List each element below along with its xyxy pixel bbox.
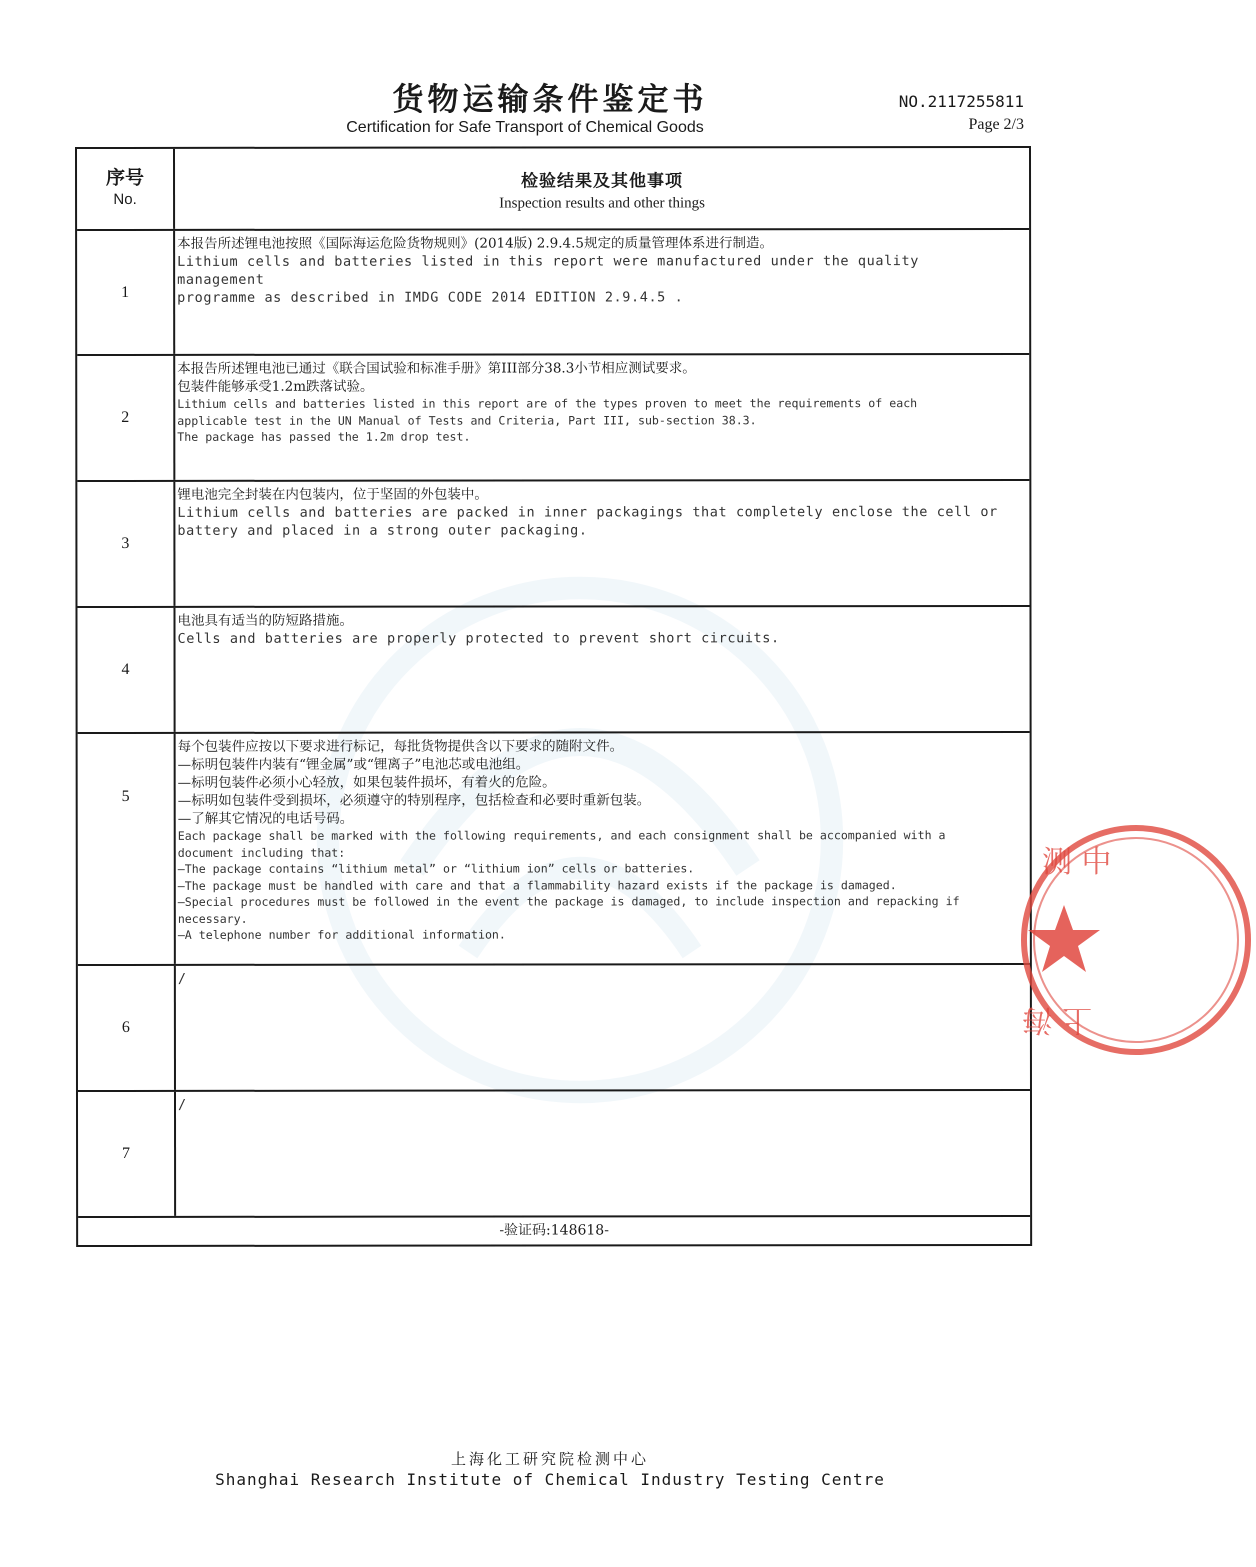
row-number: 4 (77, 608, 175, 732)
institute-name-zh: 上海化工研究院检测中心 (450, 1450, 649, 1468)
page-title-zh: 货物运输条件鉴定书 (392, 82, 708, 118)
row-number: 3 (77, 482, 175, 606)
table-row (78, 965, 1030, 1092)
column-header-content-zh: 检验结果及其他事项 (521, 171, 684, 192)
row-text-en: / (177, 970, 187, 987)
column-header-no (77, 149, 175, 229)
table-header-row (77, 148, 1029, 231)
table-row (77, 607, 1029, 734)
column-header-content-en: Inspection results and other things (499, 195, 705, 212)
row-text-en: —The package contains “lithium metal” or “lithium ion” cells or batteries. (177, 861, 695, 876)
page-number: Page 2/3 (968, 116, 1024, 133)
table-row (77, 355, 1029, 482)
row-text-zh: 包装件能够承受1.2m跌落试验。 (177, 378, 374, 395)
verification-code: -验证码:148618- (499, 1222, 609, 1239)
row-text-en: The package has passed the 1.2m drop test. (177, 429, 471, 444)
row-content (178, 1095, 1008, 1114)
row-content (178, 737, 1008, 943)
row-number: 2 (77, 356, 175, 480)
row-text-en: Lithium cells and batteries are packed in inner packagings that completely enclose the cell or (177, 504, 998, 521)
row-text-en: applicable test in the UN Manual of Tests and Criteria, Part III, sub-section 38.3. (177, 412, 757, 428)
row-text-en: Lithium cells and batteries listed in this report were manufactured under the quality management (177, 253, 919, 288)
row-text-en: battery and placed in a strong outer packaging. (177, 522, 588, 539)
row-text-en: —A telephone number for additional information. (177, 927, 506, 942)
page-title-en: Certification for Safe Transport of Chemical Goods (346, 119, 704, 136)
row-text-zh: —标明如包装件受到损坏，必须遵守的特别程序，包括检查和必要时重新包装。 (177, 792, 651, 809)
table-row (78, 1091, 1030, 1218)
row-text-zh: —了解其它情况的电话号码。 (177, 810, 354, 827)
row-text-zh: 本报告所述锂电池已通过《联合国试验和标准手册》第III部分38.3小节相应测试要求。 (177, 360, 696, 377)
report-number: NO.2117255811 (898, 92, 1024, 111)
row-text-en: Each package shall be marked with the following requirements, and each consignment shall be accompanied with a (177, 828, 946, 843)
column-header-no-zh: 序号 (106, 166, 145, 189)
row-number: 7 (78, 1092, 176, 1216)
row-text-en: Lithium cells and batteries listed in this report are of the types proven to meet the requirements of each (177, 396, 918, 411)
row-text-zh: —标明包装件必须小心轻放，如果包装件损坏，有着火的危险。 (177, 774, 556, 791)
table-row (78, 733, 1030, 966)
row-content (177, 234, 1007, 307)
row-text-zh: 电池具有适当的防短路措施。 (177, 612, 354, 629)
table-row (77, 230, 1029, 356)
table-row (77, 481, 1029, 608)
row-text-en: document including that: (177, 845, 346, 860)
row-text-zh: 每个包装件应按以下要求进行标记，每批货物提供含以下要求的随附文件。 (177, 738, 624, 755)
row-text-zh: 锂电池完全封装在内包装内，位于坚固的外包装中。 (177, 486, 488, 503)
row-text-en: —Special procedures must be followed in the event the package is damaged, to include inspection and repacking if (177, 894, 960, 909)
row-text-en: necessary. (177, 911, 248, 926)
row-content (177, 359, 1007, 445)
row-number: 5 (78, 734, 176, 964)
seal-stamp-icon (1016, 820, 1256, 1060)
row-text-en: —The package must be handled with care and that a flammability hazard exists if the package is damaged. (177, 877, 897, 893)
column-header-no-en: No. (113, 190, 137, 208)
row-text-zh: —标明包装件内装有“锂金属”或“锂离子”电池芯或电池组。 (177, 756, 530, 773)
row-number: 6 (78, 966, 176, 1090)
svg-text:上 海: 上 海 (1022, 1002, 1092, 1037)
row-text-zh: 本报告所述锂电池按照《国际海运危险货物规则》(2014版) 2.9.4.5规定的质量管理体系进行制造。 (177, 235, 774, 252)
results-table (75, 146, 1032, 1247)
row-text-en: Cells and batteries are properly protected to prevent short circuits. (177, 630, 780, 647)
row-content (177, 485, 1007, 540)
column-header-content (175, 148, 1029, 229)
institute-name-en: Shanghai Research Institute of Chemical Industry Testing Centre (215, 1470, 885, 1489)
row-text-en: programme as described in IMDG CODE 2014 EDITION 2.9.4.5 . (177, 289, 684, 306)
row-number: 1 (77, 231, 175, 354)
row-text-en: / (177, 1096, 187, 1113)
svg-text:测 中: 测 中 (1042, 845, 1112, 880)
row-content (178, 969, 1008, 988)
row-content (177, 611, 1007, 648)
